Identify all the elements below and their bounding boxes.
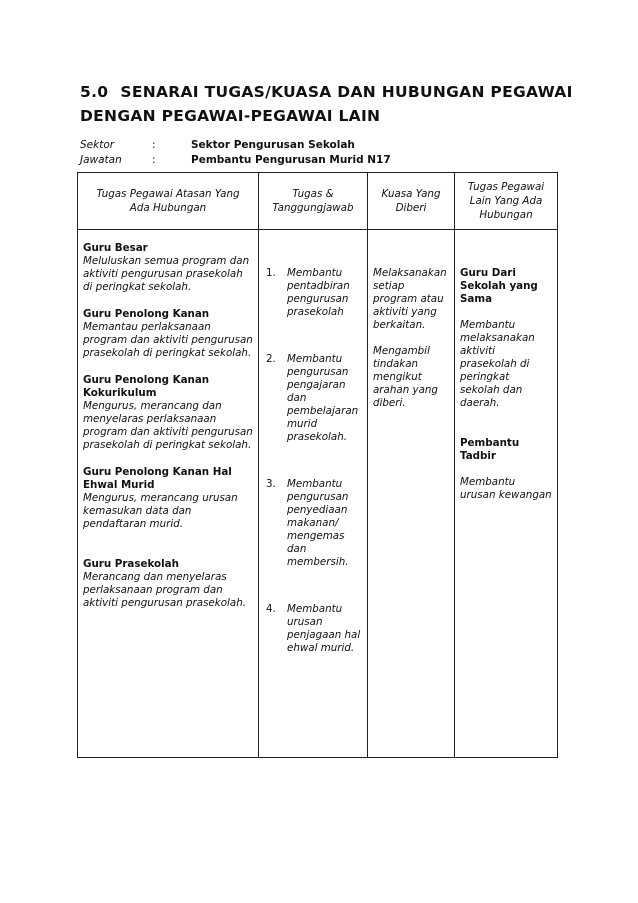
list-item bbox=[266, 478, 362, 569]
sektor-label: Sektor bbox=[80, 139, 115, 151]
duties-table bbox=[77, 172, 558, 758]
task-text: Membantu urusan penjagaan hal ehwal murid. bbox=[287, 603, 361, 654]
header-lain: Tugas Pegawai Lain Yang Ada Hubungan bbox=[455, 173, 558, 230]
title-line-1 bbox=[80, 80, 580, 104]
task-number: 1. bbox=[266, 267, 276, 279]
kuasa-item: Melaksanakan setiap program atau aktiviti yang berkaitan. bbox=[373, 267, 447, 331]
title-line-2: DENGAN PEGAWAI-PEGAWAI LAIN bbox=[80, 107, 381, 125]
atasan-item bbox=[83, 558, 253, 610]
sektor-colon: : bbox=[152, 139, 156, 151]
header-tugas: Tugas & Tanggungjawab bbox=[259, 173, 368, 230]
list-item bbox=[266, 353, 362, 444]
title-text-1: SENARAI TUGAS/KUASA DAN HUBUNGAN PEGAWAI bbox=[120, 83, 573, 101]
table-header-row bbox=[78, 173, 558, 230]
lain-desc: Membantu melaksanakan aktiviti prasekolah di peringkat sekolah dan daerah. bbox=[460, 319, 535, 409]
atasan-desc: Mengurus, merancang urusan kemasukan data dan pendaftaran murid. bbox=[83, 492, 238, 530]
sektor-value: Sektor Pengurusan Sekolah bbox=[191, 139, 355, 151]
lain-desc: Membantu urusan kewangan bbox=[460, 476, 552, 501]
section-number: 5.0 bbox=[80, 83, 109, 101]
atasan-desc: Mengurus, merancang dan menyelaras perlaksanaan program dan aktiviti pengurusan prasekolah di peringkat sekolah. bbox=[83, 400, 253, 451]
cell-kuasa bbox=[368, 230, 455, 758]
cell-tugas bbox=[259, 230, 368, 758]
atasan-desc: Meluluskan semua program dan aktiviti pengurusan prasekolah di peringkat sekolah. bbox=[83, 255, 250, 293]
jawatan-value: Pembantu Pengurusan Murid N17 bbox=[191, 154, 391, 166]
atasan-name: Guru Penolong Kanan Kokurikulum bbox=[83, 374, 210, 399]
atasan-name: Guru Prasekolah bbox=[83, 558, 179, 570]
list-item bbox=[266, 603, 362, 655]
task-number: 4. bbox=[266, 603, 276, 615]
jawatan-label: Jawatan bbox=[80, 154, 122, 166]
table-body-row bbox=[78, 230, 558, 758]
lain-name: Pembantu Tadbir bbox=[460, 437, 520, 462]
lain-name: Guru Dari Sekolah yang Sama bbox=[460, 267, 538, 305]
cell-lain bbox=[455, 230, 558, 758]
list-item bbox=[266, 267, 362, 319]
document-title bbox=[80, 80, 580, 128]
task-text: Membantu pentadbiran pengurusan prasekolah bbox=[287, 267, 350, 318]
task-text: Membantu pengurusan penyediaan makanan/ mengemas dan membersih. bbox=[287, 478, 349, 568]
task-text: Membantu pengurusan pengajaran dan pembelajaran murid prasekolah. bbox=[287, 353, 359, 443]
task-list bbox=[266, 267, 362, 655]
atasan-name: Guru Penolong Kanan bbox=[83, 308, 210, 320]
jawatan-colon: : bbox=[152, 154, 156, 166]
header-kuasa: Kuasa Yang Diberi bbox=[368, 173, 455, 230]
atasan-item bbox=[83, 466, 253, 531]
kuasa-item: Mengambil tindakan mengikut arahan yang diberi. bbox=[373, 345, 438, 409]
atasan-item bbox=[83, 308, 253, 360]
atasan-item bbox=[83, 242, 253, 294]
atasan-name: Guru Besar bbox=[83, 242, 148, 254]
atasan-desc: Merancang dan menyelaras perlaksanaan program dan aktiviti pengurusan prasekolah. bbox=[83, 571, 247, 609]
header-atasan: Tugas Pegawai Atasan Yang Ada Hubungan bbox=[78, 173, 259, 230]
task-number: 2. bbox=[266, 353, 276, 365]
task-number: 3. bbox=[266, 478, 276, 490]
atasan-desc: Memantau perlaksanaan program dan aktiviti pengurusan prasekolah di peringkat sekolah. bbox=[83, 321, 253, 359]
atasan-name: Guru Penolong Kanan Hal Ehwal Murid bbox=[83, 466, 232, 491]
atasan-item bbox=[83, 374, 253, 452]
cell-atasan bbox=[78, 230, 259, 758]
